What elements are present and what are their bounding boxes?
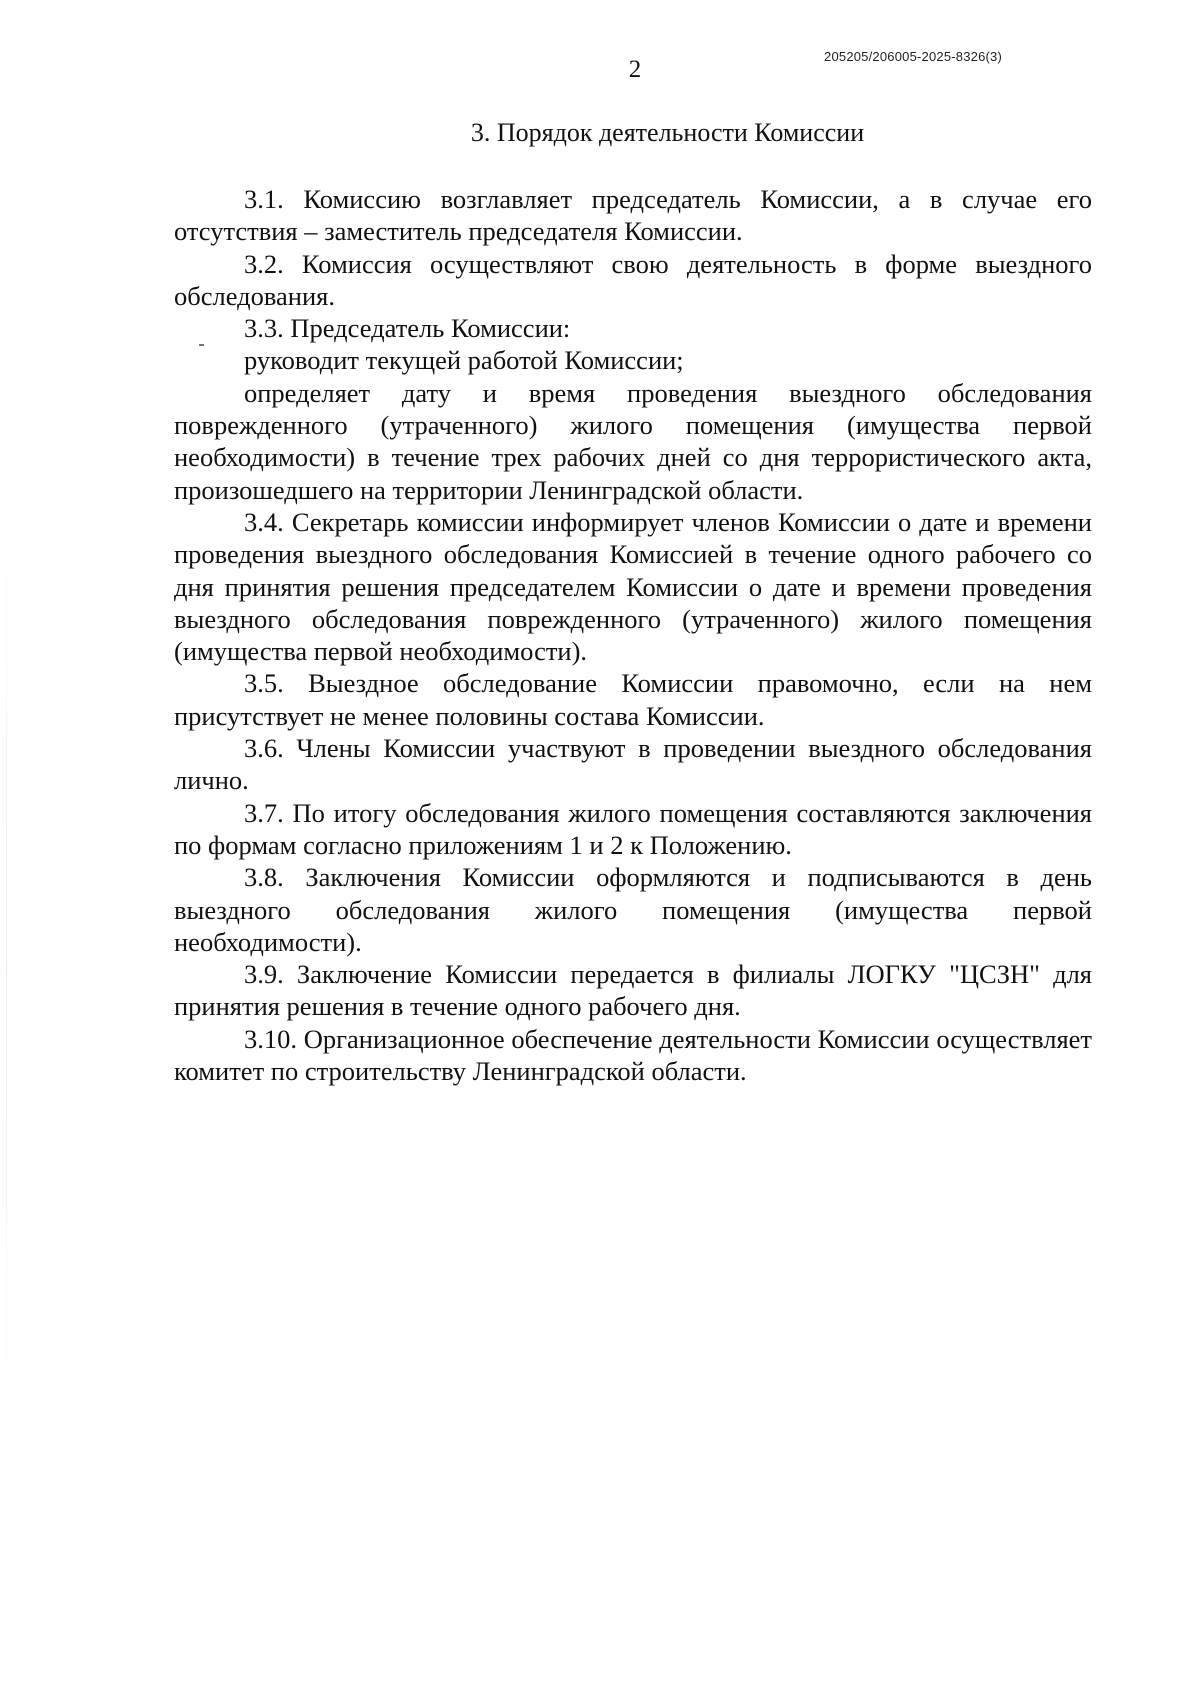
- section-heading: 3. Порядок деятельности Комиссии: [470, 118, 865, 147]
- paragraph-3-6: 3.6. Члены Комиссии участвуют в проведении выездного обследования лично.: [174, 733, 1092, 796]
- paragraph-3-4: 3.4. Секретарь комиссии информирует членов Комиссии о дате и времени проведения выездного обследования Комиссией в течение одного рабочего со дня принятия решения председателем Комиссии о дате и времени проведения выездного обследования поврежденного (утраченного) жилого помещения (имущества первой необходимости).: [174, 506, 1092, 667]
- paragraph-3-3-item-2: определяет дату и время проведения выездного обследования поврежденного (утраченного) жилого помещения (имущества первой необходимости) в течение трех рабочих дней со дня террористического акта, произошедшего на территории Ленинградской области.: [174, 377, 1092, 505]
- paragraph-3-3: 3.3. Председатель Комиссии:: [244, 313, 571, 344]
- paragraph-3-9: 3.9. Заключение Комиссии передается в филиалы ЛОГКУ "ЦСЗН" для принятия решения в течение одного рабочего дня.: [174, 959, 1092, 1022]
- section-body: [174, 183, 1092, 1087]
- scan-edge-artifact: [6, 520, 7, 1420]
- paragraph-3-5: 3.5. Выездное обследование Комиссии правомочно, если на нем присутствует не менее половины состава Комиссии.: [174, 668, 1092, 731]
- paragraph-3-7: 3.7. По итогу обследования жилого помещения составляются заключения по формам согласно приложениям 1 и 2 к Положению.: [174, 797, 1092, 860]
- paragraph-3-2: 3.2. Комиссия осуществляют свою деятельность в форме выездного обследования.: [174, 248, 1092, 311]
- page-number: 2: [628, 56, 642, 83]
- paragraph-3-10: 3.10. Организационное обеспечение деятельности Комиссии осуществляет комитет по строительству Ленинградской области.: [174, 1023, 1092, 1087]
- paragraph-3-1: 3.1. Комиссию возглавляет председатель Комиссии, а в случае его отсутствия – заместитель председателя Комиссии.: [174, 184, 1092, 247]
- paragraph-3-3-item-1: руководит текущей работой Комиссии;: [244, 345, 684, 376]
- document-registration-number: 205205/206005-2025-8326(3): [824, 49, 1002, 64]
- paragraph-3-8: 3.8. Заключения Комиссии оформляются и подписываются в день выездного обследования жилого помещения (имущества первой необходимости).: [174, 862, 1092, 957]
